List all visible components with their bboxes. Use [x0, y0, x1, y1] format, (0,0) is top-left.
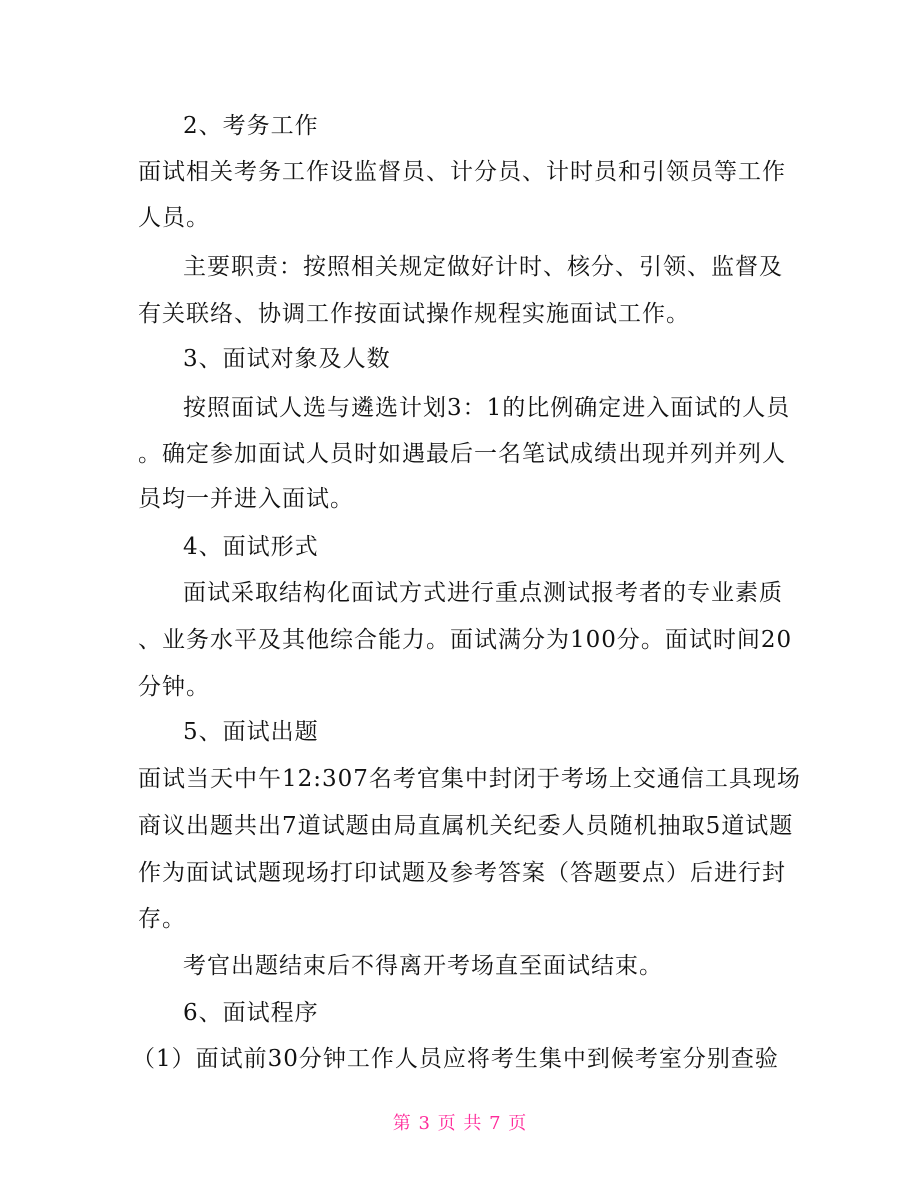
paragraph-line: 。确定参加面试人员时如遇最后一名笔试成绩出现并列并列人: [138, 441, 786, 467]
paragraph-line: 商议出题共出7道试题由局直属机关纪委人员随机抽取5道试题: [138, 813, 794, 839]
heading-exam-affairs: 2、考务工作: [183, 113, 319, 139]
paragraph-line: （1）面试前30分钟工作人员应将考生集中到候考室分别查验: [132, 1046, 779, 1072]
heading-interview-subjects: 3、面试对象及人数: [183, 346, 391, 372]
paragraph-line: 分钟。: [138, 674, 210, 700]
page-number-footer: 第 3 页 共 7 页: [392, 1113, 528, 1134]
paragraph-line: 面试相关考务工作设监督员、计分员、计时员和引领员等工作: [138, 159, 786, 185]
paragraph-line: 按照面试人选与遴选计划3：1的比例确定进入面试的人员: [183, 395, 791, 421]
paragraph-line: 人员。: [138, 205, 210, 231]
paragraph-line: 员均一并进入面试。: [138, 486, 354, 512]
paragraph-line: 作为面试试题现场打印试题及参考答案（答题要点）后进行封: [138, 860, 786, 886]
paragraph-line: 存。: [138, 906, 186, 932]
heading-question-setting: 5、面试出题: [183, 719, 319, 745]
paragraph-line: 主要职责：按照相关规定做好计时、核分、引领、监督及: [183, 254, 783, 280]
paragraph-line: 、业务水平及其他综合能力。面试满分为100分。面试时间20: [138, 627, 793, 653]
paragraph-line: 面试采取结构化面试方式进行重点测试报考者的专业素质: [183, 580, 783, 606]
heading-interview-procedure: 6、面试程序: [183, 1000, 319, 1026]
paragraph-line: 面试当天中午12:307名考官集中封闭于考场上交通信工具现场: [138, 766, 801, 792]
paragraph-line: 考官出题结束后不得离开考场直至面试结束。: [183, 953, 663, 979]
heading-interview-format: 4、面试形式: [183, 534, 319, 560]
paragraph-line: 有关联络、协调工作按面试操作规程实施面试工作。: [138, 301, 690, 327]
